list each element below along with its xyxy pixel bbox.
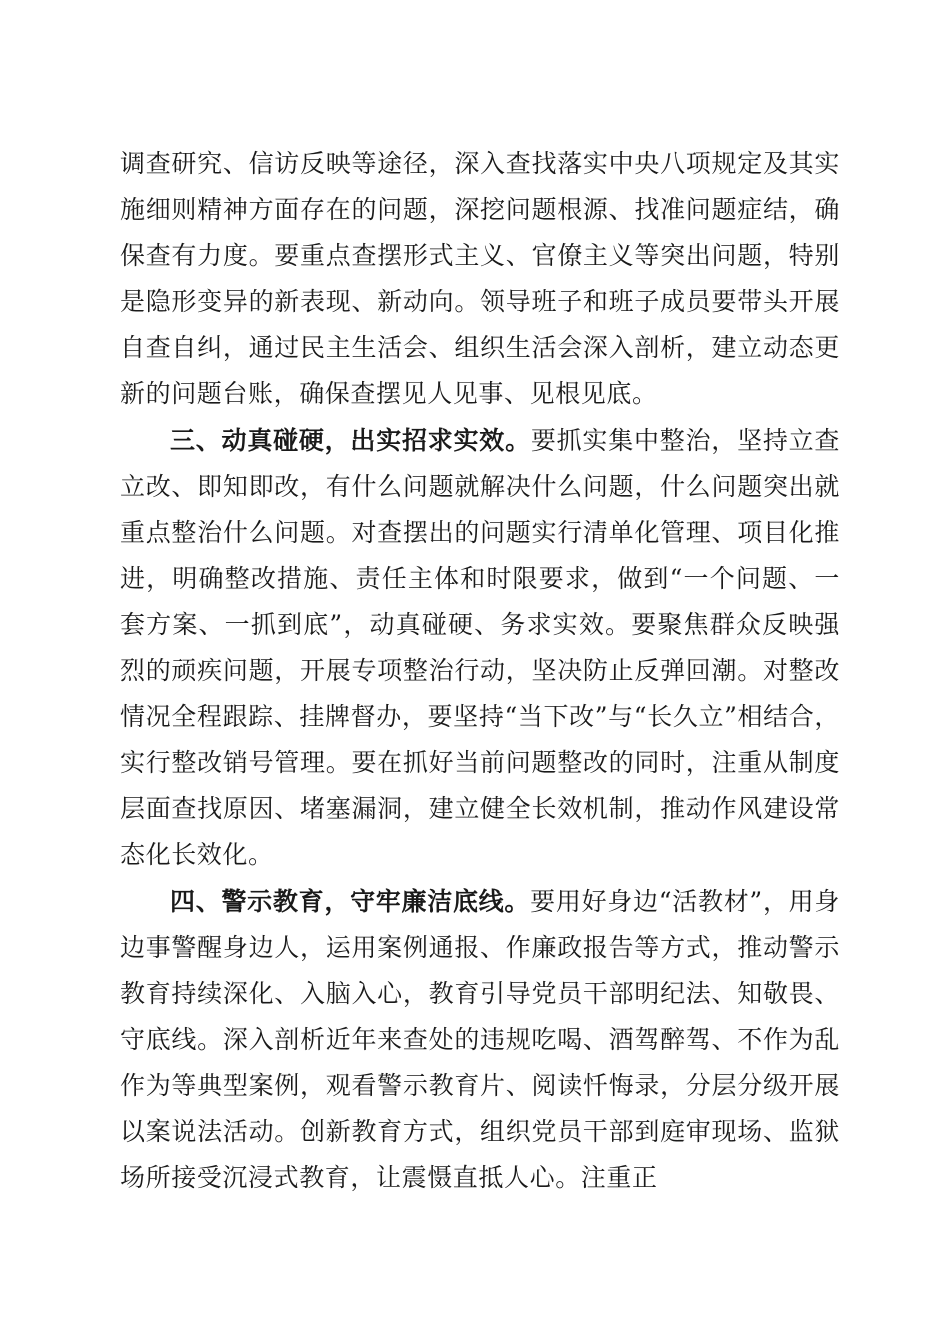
paragraph-section-3	[120, 418, 840, 879]
paragraph-body: 要抓实集中整治，坚持立查立改、即知即改，有什么问题就解决什么问题，什么问题突出就重点整治什么问题。对查摆出的问题实行清单化管理、项目化推进，明确整改措施、责任主体和时限要求，做到“一个问题、一套方案、一抓到底”，动真碰硬、务求实效。要聚焦群众反映强烈的顽疾问题，开展专项整治行动，坚决防止反弹回潮。对整改情况全程跟踪、挂牌督办，要坚持“当下改”与“长久立”相结合，实行整改销号管理。要在抓好当前问题整改的同时，注重从制度层面查找原因、堵塞漏洞，建立健全长效机制，推动作风建设常态化长效化。	[120, 425, 841, 870]
section-heading: 四、警示教育，守牢廉洁底线。	[170, 886, 531, 916]
paragraph-body: 要用好身边“活教材”，用身边事警醒身边人，运用案例通报、作廉政报告等方式，推动警示教育持续深化、入脑入心，教育引导党员干部明纪法、知敬畏、守底线。深入剖析近年来查处的违规吃喝、酒驾醉驾、不作为乱作为等典型案例，观看警示教育片、阅读忏悔录，分层分级开展以案说法活动。创新教育方式，组织党员干部到庭审现场、监狱场所接受沉浸式教育，让震慑直抵人心。注重正	[120, 886, 840, 1193]
document-body	[120, 141, 840, 1201]
paragraph-continued	[120, 141, 840, 418]
section-heading: 三、动真碰硬，出实招求实效。	[170, 425, 531, 455]
paragraph-section-4	[120, 879, 840, 1202]
paragraph-body: 调查研究、信访反映等途径，深入查找落实中央八项规定及其实施细则精神方面存在的问题，深挖问题根源、找准问题症结，确保查有力度。要重点查摆形式主义、官僚主义等突出问题，特别是隐形变异的新表现、新动向。领导班子和班子成员要带头开展自查自纠，通过民主生活会、组织生活会深入剖析，建立动态更新的问题台账，确保查摆见人见事、见根见底。	[120, 149, 840, 409]
